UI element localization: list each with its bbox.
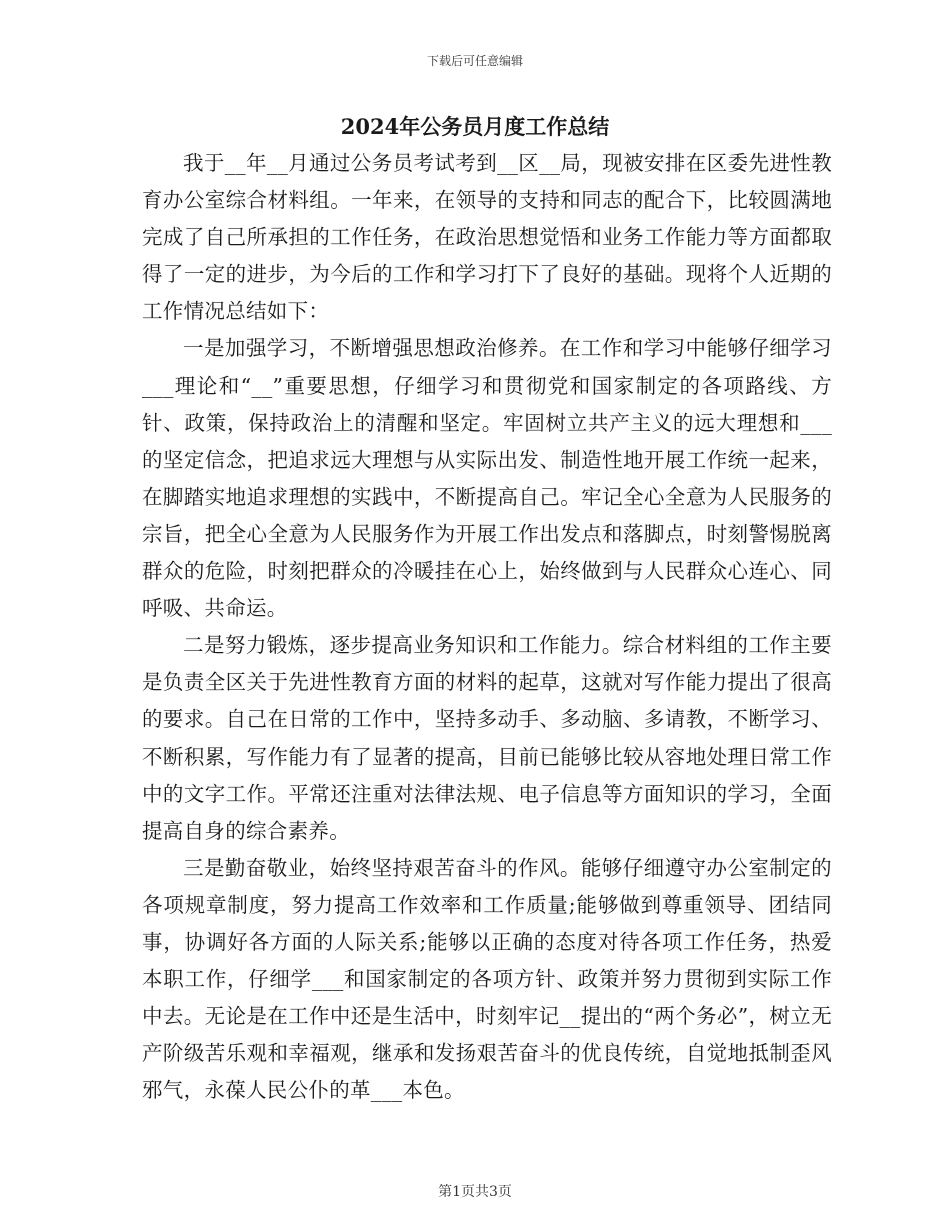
paragraph-study: 一是加强学习，不断增强思想政治修养。在工作和学习中能够仔细学习___理论和“__”重要思想，仔细学习和贯彻党和国家制定的各项路线、方针、政策，保持政治上的清醒和坚定。牢固树立共产主义的远大理想和___的坚定信念，把追求远大理想与从实际出发、制造性地开展工作统一起来，在脚踏实地追求理想的实践中，不断提高自己。牢记全心全意为人民服务的宗旨，把全心全意为人民服务作为开展工作出发点和落脚点，时刻警惕脱离群众的危险，时刻把群众的冷暖挂在心上，始终做到与人民群众心连心、同呼吸、共命运。 (142, 336, 832, 621)
paragraph-diligence: 三是勤奋敬业，始终坚持艰苦奋斗的作风。能够仔细遵守办公室制定的各项规章制度，努力提高工作效率和工作质量;能够做到尊重领导、团结同事，协调好各方面的人际关系;能够以正确的态度对待各项工作任务，热爱本职工作，仔细学___和国家制定的各项方针、政策并努力贯彻到实际工作中去。无论是在工作中还是生活中，时刻牢记__提出的“两个务必”，树立无产阶级苦乐观和幸福观，继承和发扬艰苦奋斗的优良传统，自觉地抵制歪风邪气，永葆人民公仆的革___本色。 (142, 855, 832, 1103)
paragraph-training: 二是努力锻炼，逐步提高业务知识和工作能力。综合材料组的工作主要是负责全区关于先进性教育方面的材料的起草，这就对写作能力提出了很高的要求。自己在日常的工作中，坚持多动手、多动脑、多请教，不断学习、不断积累，写作能力有了显著的提高，目前已能够比较从容地处理日常工作中的文字工作。平常还注重对法律法规、电子信息等方面知识的学习，全面提高自身的综合素养。 (142, 633, 832, 843)
paragraph-intro: 我于__年__月通过公务员考试考到__区__局，现被安排在区委先进性教育办公室综合材料组。一年来，在领导的支持和同志的配合下，比较圆满地完成了自己所承担的工作任务，在政治思想觉悟和业务工作能力等方面都取得了一定的进步，为今后的工作和学习打下了良好的基础。现将个人近期的工作情况总结如下： (142, 151, 832, 324)
page-number: 第1页共3页 (438, 1184, 512, 1200)
document-title: 2024年公务员月度工作总结 (340, 114, 610, 139)
header-note: 下载后可任意编辑 (426, 54, 523, 68)
document-body (142, 145, 832, 1109)
